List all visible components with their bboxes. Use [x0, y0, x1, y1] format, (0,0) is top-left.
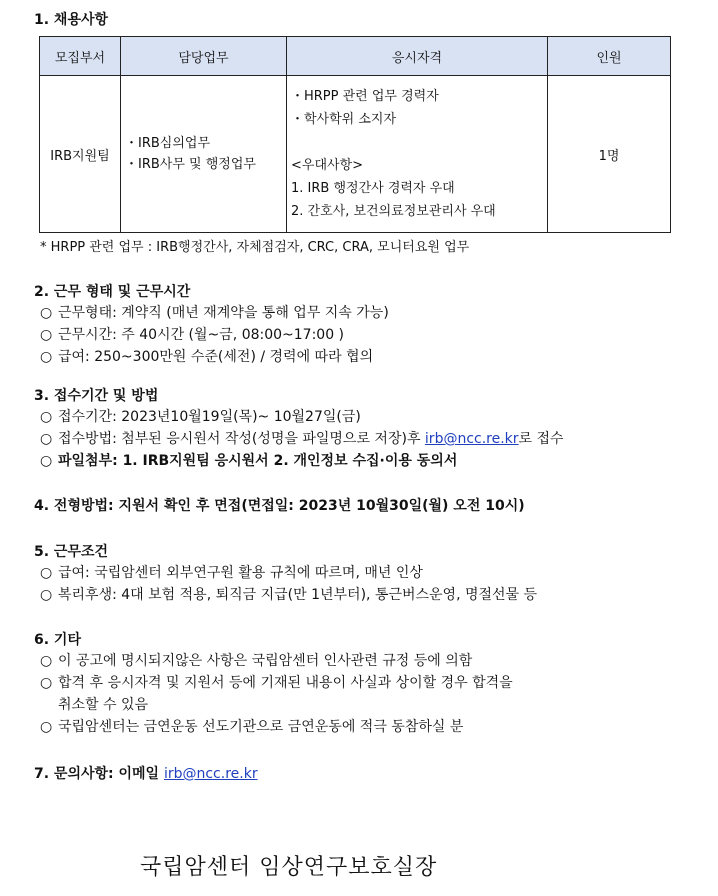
- issuer-signature: 국립암센터 임상연구보호실장: [140, 855, 438, 880]
- recruit-table: [39, 36, 671, 233]
- circle-bullet-icon: ○: [40, 653, 53, 669]
- qual-item: ・HRPP 관련 업무 경력자: [291, 89, 439, 104]
- list-item: ○ 이 공고에 명시되지않은 사항은 국립암센터 인사관련 규정 등에 의함: [40, 650, 513, 672]
- header-dept: 모집부서: [40, 37, 121, 76]
- cell-tasks: [121, 76, 287, 233]
- circle-bullet-icon: ○: [40, 349, 53, 365]
- hrpp-note: * HRPP 관련 업무 : IRB행정간사, 자체점검자, CRC, CRA, 모니터요원 업무: [40, 240, 470, 255]
- task-item: ・IRB심의업무: [125, 136, 211, 151]
- table-header-row: [40, 37, 671, 76]
- cell-qualifications: [287, 76, 548, 233]
- circle-bullet-icon: ○: [40, 675, 53, 691]
- list-item-continuation: 취소할 수 있음: [58, 697, 149, 713]
- cell-dept: IRB지원팀: [40, 76, 121, 233]
- email-link[interactable]: irb@ncc.re.kr: [424, 431, 519, 447]
- circle-bullet-icon: ○: [40, 453, 53, 469]
- circle-bullet-icon: ○: [40, 305, 53, 321]
- task-item: ・IRB사무 및 행정업무: [125, 157, 256, 172]
- list-item: ○ 근무시간: 주 40시간 (월~금, 08:00~17:00 ): [40, 324, 389, 346]
- section2-title: 2. 근무 형태 및 근무시간: [34, 284, 191, 300]
- table-row: [40, 76, 671, 233]
- circle-bullet-icon: ○: [40, 587, 53, 603]
- list-item: ○ 접수기간: 2023년10월19일(목)~ 10월27일(금): [40, 406, 564, 428]
- preferred-item: 2. 간호사, 보건의료정보관리사 우대: [291, 204, 496, 219]
- list-item: ○ 복리후생: 4대 보험 적용, 퇴직금 지급(만 1년부터), 통근버스운영, 명절선물 등: [40, 584, 537, 606]
- section6-title: 6. 기타: [34, 632, 81, 648]
- list-item: ○ 접수방법: 첨부된 응시원서 작성(성명을 파일명으로 저장)후 irb@ncc.re.kr로 접수: [40, 428, 564, 450]
- section5-title: 5. 근무조건: [34, 544, 109, 560]
- contact-email-link[interactable]: irb@ncc.re.kr: [163, 766, 258, 782]
- list-item: ○ 근무형태: 계약직 (매년 재계약을 통해 업무 지속 가능): [40, 302, 389, 324]
- section6-list: [40, 650, 513, 738]
- header-count: 인원: [548, 37, 671, 76]
- section3-title: 3. 접수기간 및 방법: [34, 388, 159, 404]
- header-task: 담당업무: [121, 37, 287, 76]
- section1-title: 1. 채용사항: [34, 12, 109, 28]
- qual-item: ・학사학위 소지자: [291, 112, 397, 127]
- preferred-item: 1. IRB 행정간사 경력자 우대: [291, 181, 455, 196]
- section7-contact: 7. 문의사항: 이메일 irb@ncc.re.kr: [34, 766, 258, 782]
- list-item: ○ 급여: 국립암센터 외부연구원 활용 규칙에 따르며, 매년 인상: [40, 562, 537, 584]
- preferred-title: <우대사항>: [291, 158, 364, 173]
- header-qual: 응시자격: [287, 37, 548, 76]
- circle-bullet-icon: ○: [40, 409, 53, 425]
- circle-bullet-icon: ○: [40, 565, 53, 581]
- section2-list: [40, 302, 389, 368]
- cell-count: 1명: [548, 76, 671, 233]
- list-item: ○ 급여: 250~300만원 수준(세전) / 경력에 따라 협의: [40, 346, 389, 368]
- circle-bullet-icon: ○: [40, 431, 53, 447]
- list-item: ○ 파일첨부: 1. IRB지원팀 응시원서 2. 개인정보 수집·이용 동의서: [40, 450, 564, 472]
- section5-list: [40, 562, 537, 606]
- section3-list: [40, 406, 564, 472]
- list-item: ○ 합격 후 응시자격 및 지원서 등에 기재된 내용이 사실과 상이할 경우 합격을: [40, 672, 513, 694]
- circle-bullet-icon: ○: [40, 719, 53, 735]
- list-item: ○ 국립암센터는 금연운동 선도기관으로 금연운동에 적극 동참하실 분: [40, 716, 513, 738]
- circle-bullet-icon: ○: [40, 327, 53, 343]
- section4-title: 4. 전형방법: 지원서 확인 후 면접(면접일: 2023년 10월30일(월) 오전 10시): [34, 498, 525, 514]
